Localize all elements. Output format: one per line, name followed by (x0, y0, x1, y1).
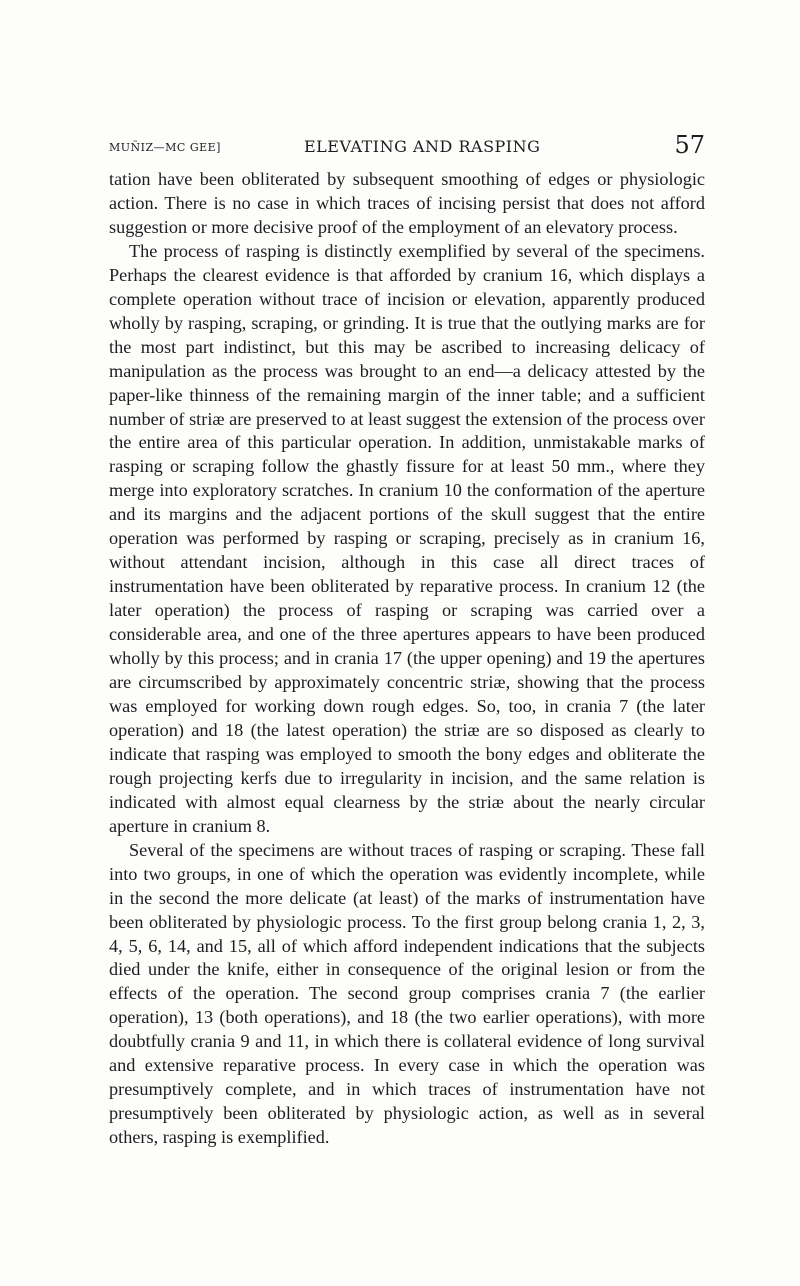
running-head-title: ELEVATING AND RASPING (304, 137, 541, 156)
running-head (109, 131, 705, 165)
running-head-authors: MUÑIZ—MC GEE] (109, 141, 221, 154)
paragraph-groups: Several of the specimens are without traces of rasping or scraping. These fall into two groups, in one of which the operation was evidently incomplete, while in the second the more delicate (at least) of the marks of instrumentation have been obliterated by physiologic process. To the first group belong crania 1, 2, 3, 4, 5, 6, 14, and 15, all of which afford independent indications that the subjects died under the knife, either in consequence of the original lesion or from the effects of the operation. The second group comprises crania 7 (the earlier operation), 13 (both operations), and 18 (the two earlier operations), with more doubtfully crania 9 and 11, in which there is collateral evidence of long survival and extensive reparative process. In every case in which the operation was presumptively complete, and in which traces of instrumentation have not presumptively been obliterated by physiologic action, as well as in several others, rasping is exemplified. (109, 839, 705, 1148)
paragraph-rasping: The process of rasping is distinctly exemplified by several of the specimens. Perhaps the clearest evidence is that afforded by cranium 16, which displays a complete operation without trace of incision or elevation, apparently produced wholly by rasping, scraping, or grinding. It is true that the outlying marks are for the most part indistinct, but this may be ascribed to increasing delicacy of manipulation as the process was brought to an end—a delicacy attested by the paper-like thinness of the remaining margin of the inner table; and a sufficient number of striæ are preserved to at least suggest the extension of the process over the entire area of this particular operation. In addition, unmistakable marks of rasping or scraping follow the ghastly fissure for at least 50 mm., where they merge into exploratory scratches. In cranium 10 the conformation of the aperture and its margins and the adjacent portions of the skull suggest that the entire operation was performed by rasping or scraping, precisely as in cranium 16, without attendant incision, although in this case all direct traces of instrumentation have been obliterated by reparative process. In cranium 12 (the later operation) the process of rasping or scraping was carried over a considerable area, and one of the three apertures appears to have been produced wholly by this process; and in crania 17 (the upper opening) and 19 the apertures are circumscribed by approximately concentric striæ, showing that the process was employed for working down rough edges. So, too, in crania 7 (the later operation) and 18 (the latest operation) the striæ are so disposed as clearly to indicate that rasping was employed to smooth the bony edges and obliterate the rough projecting kerfs due to irregularity in incision, and the same relation is indicated with almost equal clearness by the striæ about the nearly circular aperture in cranium 8. (109, 240, 705, 836)
body-text (109, 168, 705, 1150)
page-number: 57 (674, 131, 705, 159)
paragraph-continued: tation have been obliterated by subsequent smoothing of edges or physiologic action. There is no case in which traces of incising persist that does not afford suggestion or more decisive proof of the employment of an elevatory process. (109, 169, 705, 237)
